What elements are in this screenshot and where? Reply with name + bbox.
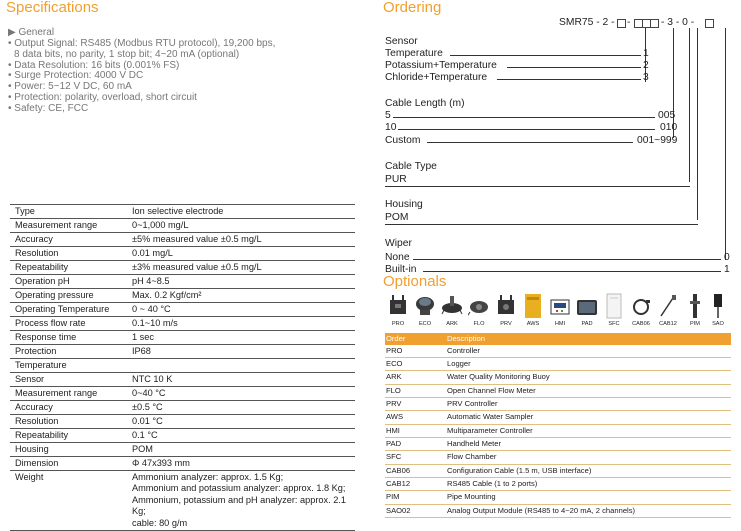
specifications-table bbox=[10, 204, 355, 531]
handheld-meter-icon bbox=[576, 292, 598, 320]
flow-meter-icon bbox=[468, 292, 490, 320]
optional-row bbox=[385, 465, 731, 478]
icon-label: PRO bbox=[391, 321, 405, 327]
optionals-title: Optionals bbox=[383, 273, 447, 290]
logger-icon bbox=[414, 292, 436, 320]
general-item: • Surge Protection: 4000 V DC bbox=[8, 70, 144, 82]
spec-value-line: pH 4~8.5 bbox=[132, 276, 170, 286]
spec-value bbox=[128, 275, 355, 288]
cable-code-2: 010 bbox=[660, 122, 678, 133]
spec-key: Operating pressure bbox=[15, 290, 94, 300]
optionals-icon-strip bbox=[385, 292, 731, 332]
spec-value-line: NTC 10 K bbox=[132, 374, 173, 384]
model-prefix: SMR75 - 2 - bbox=[559, 17, 615, 28]
general-item: • Safety: CE, FCC bbox=[8, 102, 89, 114]
optional-order: ECO bbox=[386, 358, 403, 368]
optional-description: Configuration Cable (1.5 m, USB interface) bbox=[447, 465, 592, 475]
spec-key: Repeatability bbox=[15, 262, 69, 272]
optional-order: PRO bbox=[386, 345, 403, 355]
spec-row bbox=[10, 331, 355, 345]
spec-value bbox=[128, 219, 355, 232]
housing-value: POM bbox=[385, 212, 409, 223]
spec-key: Resolution bbox=[15, 248, 59, 258]
optional-description: Handheld Meter bbox=[447, 438, 502, 448]
optional-description: PRV Controller bbox=[447, 398, 498, 408]
icon-label: ECO bbox=[418, 321, 432, 327]
wiper-opt-1: None bbox=[385, 252, 410, 263]
sensor-code-1: 1 bbox=[643, 48, 649, 59]
icon-label: HMI bbox=[554, 321, 566, 327]
spec-value-line: 0 ~ 40 °C bbox=[132, 304, 171, 314]
sensor-code-3: 3 bbox=[643, 72, 649, 83]
configuration-cable-icon bbox=[630, 292, 652, 320]
header-description: Description bbox=[447, 334, 485, 343]
spec-row bbox=[10, 219, 355, 233]
model-sep2: - 3 - 0 - bbox=[661, 17, 695, 28]
spec-row bbox=[10, 275, 355, 289]
spec-value-line: 0.01 °C bbox=[132, 416, 163, 426]
wiper-opt-2: Built-in bbox=[385, 264, 417, 275]
spec-value bbox=[128, 429, 355, 442]
code-box-sensor bbox=[617, 19, 626, 28]
spec-key: Repeatability bbox=[15, 430, 69, 440]
sensor-opt-3: Chloride+Temperature bbox=[385, 72, 488, 83]
spec-value-line: Ammonium analyzer: approx. 1.5 Kg; bbox=[132, 472, 284, 482]
water-sampler-icon bbox=[522, 292, 544, 320]
spec-value-line: cable: 80 g/m bbox=[132, 517, 188, 528]
cable-code-3: 001~999 bbox=[637, 135, 678, 146]
optionals-table bbox=[385, 333, 731, 518]
multiparameter-controller-icon bbox=[549, 292, 571, 320]
general-item: 8 data bits, no parity, 1 stop bit; 4~20 mA (optional) bbox=[14, 48, 240, 60]
optional-description: Analog Output Module (RS485 to 4~20 mA, 2 channels) bbox=[447, 505, 636, 515]
spec-row bbox=[10, 443, 355, 457]
code-box-cable-3 bbox=[650, 19, 659, 28]
sensor-opt-1: Temperature bbox=[385, 48, 443, 59]
optional-order: AWS bbox=[386, 412, 404, 422]
optional-row bbox=[385, 358, 731, 371]
spec-key: Temperature bbox=[15, 360, 67, 370]
optional-description: Open Channel Flow Meter bbox=[447, 385, 536, 395]
optional-description: RS485 Cable (1 to 2 ports) bbox=[447, 478, 538, 488]
spec-row bbox=[10, 247, 355, 261]
optional-row bbox=[385, 478, 731, 491]
spec-value-line: 0~1,000 mg/L bbox=[132, 220, 189, 230]
optional-order: ARK bbox=[386, 372, 402, 382]
specifications-title: Specifications bbox=[6, 0, 99, 16]
sensor-heading: Sensor bbox=[385, 36, 418, 47]
spec-row bbox=[10, 303, 355, 317]
cable-code-1: 005 bbox=[658, 110, 676, 121]
optional-order: HMI bbox=[386, 425, 400, 435]
spec-row bbox=[10, 415, 355, 429]
spec-row bbox=[10, 471, 355, 531]
cable-type-heading: Cable Type bbox=[385, 161, 437, 172]
spec-value-line: ±0.5 °C bbox=[132, 402, 163, 412]
spec-value-line: ±3% measured value ±0.5 mg/L bbox=[132, 262, 262, 272]
optional-row bbox=[385, 398, 731, 411]
cable-heading: Cable Length (m) bbox=[385, 98, 465, 109]
spec-row bbox=[10, 401, 355, 415]
general-item: • Data Resolution: 16 bits (0.001% FS) bbox=[8, 59, 180, 71]
general-heading: ▶ General bbox=[8, 27, 55, 38]
cable-type-value: PUR bbox=[385, 174, 407, 185]
spec-value bbox=[128, 331, 355, 344]
spec-key: Type bbox=[15, 206, 35, 216]
spec-value bbox=[128, 401, 355, 414]
spec-value bbox=[128, 457, 355, 470]
spec-value-line: 1 sec bbox=[132, 332, 154, 342]
cable-opt-1: 5 bbox=[385, 110, 391, 121]
optional-order: CAB12 bbox=[386, 478, 411, 488]
spec-key: Dimension bbox=[15, 458, 59, 468]
optional-row bbox=[385, 411, 731, 424]
optional-description: Water Quality Monitoring Buoy bbox=[447, 372, 550, 382]
optional-description: Controller bbox=[447, 345, 480, 355]
icon-label: ARK bbox=[446, 321, 458, 327]
optional-row bbox=[385, 371, 731, 384]
spec-value bbox=[128, 233, 355, 246]
icon-label: FLO bbox=[473, 321, 485, 327]
icon-label: PAD bbox=[581, 321, 593, 327]
spec-key: Weight bbox=[15, 472, 44, 482]
general-item: • Protection: polarity, overload, short circuit bbox=[8, 91, 197, 103]
general-item: • Power: 5~12 V DC, 60 mA bbox=[8, 81, 132, 93]
spec-key: Sensor bbox=[15, 374, 45, 384]
buoy-icon bbox=[441, 292, 463, 320]
spec-value-line: POM bbox=[132, 444, 153, 454]
spec-row bbox=[10, 204, 355, 219]
sensor-code-2: 2 bbox=[643, 60, 649, 71]
spec-value bbox=[128, 317, 355, 330]
wiper-code-2: 1 bbox=[724, 264, 730, 275]
optional-order: SFC bbox=[386, 452, 402, 462]
rs485-cable-icon bbox=[657, 292, 679, 320]
general-item: • Output Signal: RS485 (Modbus RTU protocol), 19,200 bps, bbox=[8, 38, 276, 49]
spec-value bbox=[128, 415, 355, 428]
cable-opt-3: Custom bbox=[385, 135, 421, 146]
spec-key: Protection bbox=[15, 346, 57, 356]
optional-order: FLO bbox=[386, 385, 401, 395]
spec-key: Measurement range bbox=[15, 220, 98, 230]
spec-value-line: 0.01 mg/L bbox=[132, 248, 173, 258]
optional-order: PAD bbox=[386, 438, 402, 448]
optional-row bbox=[385, 505, 731, 518]
optional-description: Automatic Water Sampler bbox=[447, 412, 534, 422]
spec-value bbox=[128, 303, 355, 316]
ordering-title: Ordering bbox=[383, 0, 442, 16]
spec-value-line: IP68 bbox=[132, 346, 151, 356]
spec-key: Measurement range bbox=[15, 388, 98, 398]
optional-order: PIM bbox=[386, 492, 400, 502]
optional-row bbox=[385, 425, 731, 438]
wiper-heading: Wiper bbox=[385, 238, 412, 249]
wiper-code-1: 0 bbox=[724, 252, 730, 263]
optional-row bbox=[385, 491, 731, 504]
spec-value-line: 0.1 °C bbox=[132, 430, 158, 440]
spec-value-line: ±5% measured value ±0.5 mg/L bbox=[132, 234, 262, 244]
spec-row bbox=[10, 429, 355, 443]
flow-chamber-icon bbox=[603, 292, 625, 320]
optional-description: Multiparameter Controller bbox=[447, 425, 533, 435]
spec-row bbox=[10, 345, 355, 359]
optional-description: Flow Chamber bbox=[447, 452, 497, 462]
spec-value-line: Ion selective electrode bbox=[132, 206, 224, 216]
optional-row bbox=[385, 438, 731, 451]
spec-value bbox=[128, 387, 355, 400]
spec-value bbox=[128, 345, 355, 358]
spec-row bbox=[10, 261, 355, 275]
housing-heading: Housing bbox=[385, 199, 423, 210]
optional-order: CAB06 bbox=[386, 465, 411, 475]
code-box-wiper bbox=[705, 19, 714, 28]
analog-output-module-icon bbox=[707, 292, 729, 320]
spec-value bbox=[128, 471, 355, 530]
spec-key: Response time bbox=[15, 332, 77, 342]
optionals-table-header bbox=[385, 333, 731, 345]
spec-value bbox=[128, 359, 355, 372]
spec-key: Accuracy bbox=[15, 234, 53, 244]
icon-label: SFC bbox=[608, 321, 620, 327]
spec-value-line: Φ 47x393 mm bbox=[132, 458, 190, 468]
spec-key: Accuracy bbox=[15, 402, 53, 412]
optional-row bbox=[385, 385, 731, 398]
controller-icon bbox=[387, 292, 409, 320]
optional-description: Logger bbox=[447, 358, 471, 368]
header-order: Order bbox=[386, 334, 406, 343]
optional-row bbox=[385, 345, 731, 358]
optional-order: PRV bbox=[386, 398, 402, 408]
general-list bbox=[8, 39, 275, 115]
spec-value bbox=[128, 205, 355, 218]
spec-value-line: Ammonium, potassium and pH analyzer: approx. 2.1 Kg; bbox=[132, 494, 346, 517]
spec-key: Resolution bbox=[15, 416, 59, 426]
icon-label: CAB06 bbox=[632, 321, 650, 327]
spec-key: Operation pH bbox=[15, 276, 70, 286]
optional-description: Pipe Mounting bbox=[447, 492, 496, 502]
prv-controller-icon bbox=[495, 292, 517, 320]
optional-order: SAO02 bbox=[386, 505, 411, 515]
spec-value-line: Max. 0.2 Kgf/cm² bbox=[132, 290, 202, 300]
spec-value-line: Ammonium and potassium analyzer: approx. 1.8 Kg; bbox=[132, 483, 346, 494]
spec-value bbox=[128, 373, 355, 386]
cable-opt-2: 10 bbox=[385, 122, 397, 133]
pipe-mounting-icon bbox=[684, 292, 706, 320]
icon-label: CAB12 bbox=[659, 321, 677, 327]
spec-value bbox=[128, 289, 355, 302]
spec-key: Process flow rate bbox=[15, 318, 86, 328]
spec-row bbox=[10, 317, 355, 331]
spec-key: Housing bbox=[15, 444, 49, 454]
spec-value bbox=[128, 261, 355, 274]
spec-row bbox=[10, 233, 355, 247]
spec-row bbox=[10, 373, 355, 387]
spec-row bbox=[10, 289, 355, 303]
optional-row bbox=[385, 451, 731, 464]
spec-value-line: 0~40 °C bbox=[132, 388, 166, 398]
spec-row bbox=[10, 359, 355, 373]
icon-label: PIM bbox=[690, 321, 700, 327]
spec-key: Operating Temperature bbox=[15, 304, 110, 314]
spec-value-line: 0.1~10 m/s bbox=[132, 318, 178, 328]
spec-value bbox=[128, 443, 355, 456]
icon-label: SAO bbox=[712, 321, 724, 327]
model-sep1: - bbox=[627, 17, 631, 28]
sensor-opt-2: Potassium+Temperature bbox=[385, 60, 497, 71]
spec-row bbox=[10, 387, 355, 401]
icon-label: AWS bbox=[526, 321, 540, 327]
spec-row bbox=[10, 457, 355, 471]
icon-label: PRV bbox=[500, 321, 512, 327]
spec-value bbox=[128, 247, 355, 260]
